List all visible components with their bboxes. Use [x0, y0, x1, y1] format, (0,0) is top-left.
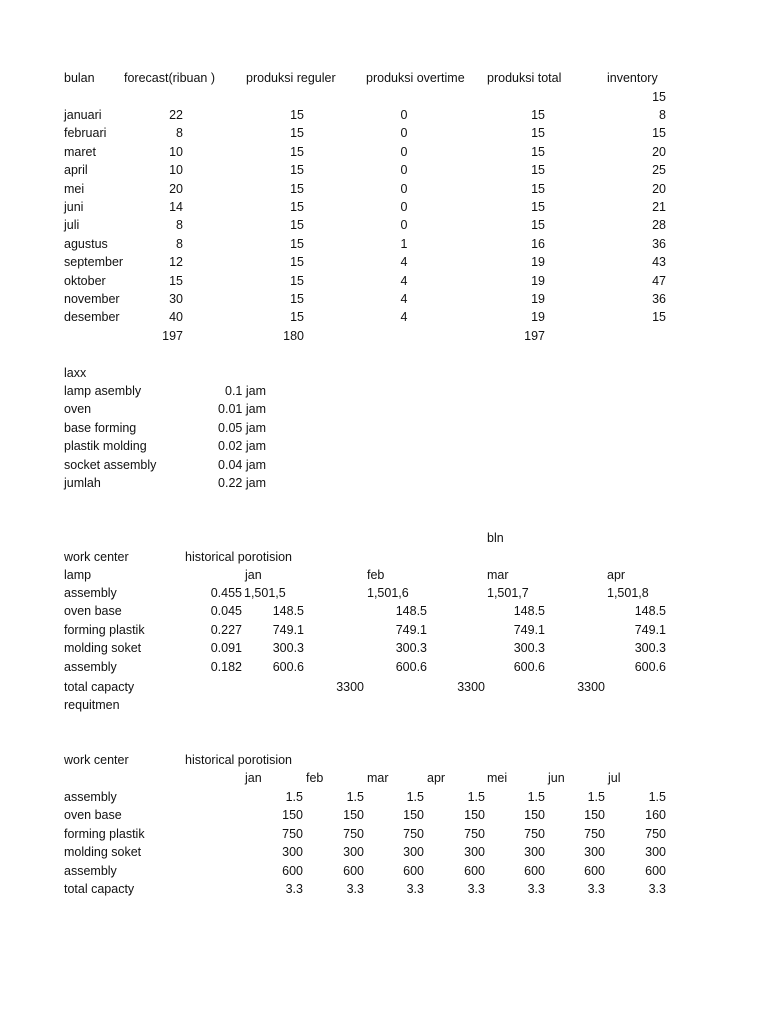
table-cell: 15 — [290, 163, 304, 178]
capacity-value: 3.3 — [648, 882, 666, 896]
month-header: jul — [608, 771, 621, 785]
month-header: jan — [245, 568, 262, 582]
column-header: produksi total — [487, 71, 562, 85]
column-header: forecast(ribuan ) — [124, 71, 216, 85]
work-center-row-label: assembly — [64, 863, 117, 878]
capacity-value: 3.3 — [346, 882, 364, 896]
capacity-value: 749.1 — [513, 622, 545, 637]
capacity-value: 600 — [584, 863, 605, 878]
laxx-value: 0.02 jam — [218, 439, 266, 454]
capacity-value: 600 — [645, 863, 666, 878]
capacity-value: 750 — [403, 826, 424, 841]
work-center-row-label: total capacty — [64, 882, 135, 896]
capacity-value: 150 — [403, 808, 424, 823]
table-cell: 15 — [290, 200, 304, 214]
table-cell: 15 — [169, 273, 183, 288]
section-title: laxx — [64, 366, 87, 380]
month-header: jun — [548, 771, 565, 785]
laxx-value: 0.04 jam — [218, 457, 266, 472]
historical-label: historical porotision — [185, 753, 292, 767]
capacity-value: 600.6 — [395, 659, 427, 674]
bln-label: bln — [487, 531, 504, 545]
table-cell: 15 — [290, 236, 304, 251]
month-header: feb — [306, 771, 324, 785]
table-cell: 15 — [531, 108, 545, 122]
month-label: agustus — [64, 236, 108, 251]
laxx-value: 0.1 jam — [225, 384, 266, 398]
table-cell: 0 — [400, 218, 408, 233]
column-header: inventory — [607, 71, 658, 85]
laxx-value: 0.05 jam — [218, 420, 266, 435]
month-label: januari — [64, 108, 102, 122]
proportion-value: 0.045 — [210, 604, 242, 619]
table-cell: 0 — [400, 200, 408, 214]
capacity-value: 150 — [584, 808, 605, 823]
capacity-value: 300 — [403, 845, 424, 860]
capacity-value: 300.3 — [272, 641, 304, 656]
laxx-value: 0.01 jam — [218, 402, 266, 417]
capacity-value: 750 — [343, 826, 364, 841]
table-cell: 15 — [290, 255, 304, 270]
capacity-value: 1.5 — [527, 790, 545, 804]
month-label: november — [64, 292, 120, 306]
work-center-row-label: assembly — [64, 790, 117, 804]
capacity-value: 300.3 — [513, 641, 545, 656]
table-cell: 21 — [652, 200, 666, 214]
table-cell: 19 — [531, 310, 545, 325]
month-label: juli — [64, 218, 80, 233]
capacity-value: 1.5 — [467, 790, 485, 804]
total-capacity-label: total capacty — [64, 680, 135, 694]
work-center-row-label: molding soket — [64, 641, 142, 656]
capacity-value: 300 — [343, 845, 364, 860]
table-cell: 15 — [290, 292, 304, 306]
capacity-value: 148.5 — [513, 604, 545, 619]
table-cell: 20 — [652, 181, 666, 196]
capacity-value: 300 — [645, 845, 666, 860]
table-cell: 16 — [531, 236, 545, 251]
column-header: produksi reguler — [246, 71, 336, 85]
capacity-value: 3.3 — [285, 882, 303, 896]
month-header: apr — [607, 568, 626, 582]
laxx-label: jumlah — [64, 476, 101, 490]
table-cell: 4 — [400, 310, 408, 325]
capacity-value: 1.5 — [285, 790, 303, 804]
capacity-value: 600 — [282, 863, 303, 878]
table-cell: 25 — [652, 163, 666, 178]
capacity-value: 1,501,6 — [367, 586, 409, 600]
table-cell: 30 — [169, 292, 183, 306]
capacity-value: 600.6 — [272, 659, 304, 674]
laxx-label: plastik molding — [64, 439, 147, 454]
proportion-value: 0.091 — [210, 641, 242, 656]
capacity-value: 3.3 — [467, 882, 485, 896]
table-cell: 19 — [531, 255, 545, 270]
table-cell: 15 — [652, 126, 666, 141]
table-cell: 15 — [290, 144, 304, 159]
table-cell: 20 — [169, 181, 183, 196]
total-produksi: 197 — [524, 329, 545, 343]
capacity-value: 600.6 — [513, 659, 545, 674]
month-header: apr — [427, 771, 446, 785]
proportion-value: 0.455 — [210, 586, 242, 600]
table-cell: 15 — [531, 126, 545, 141]
capacity-value: 749.1 — [395, 622, 427, 637]
capacity-value: 1,501,5 — [244, 586, 286, 600]
table-cell: 47 — [652, 273, 666, 288]
table-cell: 15 — [531, 181, 545, 196]
capacity-value: 150 — [282, 808, 303, 823]
table-cell: 8 — [176, 218, 183, 233]
table-cell: 8 — [176, 126, 183, 141]
capacity-value: 750 — [464, 826, 485, 841]
capacity-value: 750 — [645, 826, 666, 841]
capacity-value: 300 — [282, 845, 303, 860]
table-cell: 0 — [400, 126, 408, 141]
capacity-value: 1,501,8 — [607, 586, 649, 600]
table-cell: 14 — [169, 200, 183, 214]
month-header: mar — [367, 771, 389, 785]
capacity-value: 750 — [584, 826, 605, 841]
capacity-value: 600 — [403, 863, 424, 878]
total-reguler: 180 — [283, 329, 304, 343]
capacity-value: 300 — [584, 845, 605, 860]
table-cell: 15 — [290, 218, 304, 233]
capacity-value: 300.3 — [395, 641, 427, 656]
table-cell: 15 — [531, 200, 545, 214]
table-cell: 12 — [169, 255, 183, 270]
table-cell: 0 — [400, 144, 408, 159]
table-cell: 19 — [531, 273, 545, 288]
laxx-label: lamp asembly — [64, 384, 142, 398]
capacity-value: 600.6 — [634, 659, 666, 674]
capacity-value: 148.5 — [634, 604, 666, 619]
table-cell: 4 — [400, 255, 408, 270]
table-cell: 22 — [169, 108, 183, 122]
capacity-value: 1.5 — [587, 790, 605, 804]
capacity-value: 1.5 — [648, 790, 666, 804]
total-capacity-value: 3300 — [457, 680, 485, 694]
table-cell: 0 — [400, 181, 408, 196]
table-cell: 28 — [652, 218, 666, 233]
lamp-label: lamp — [64, 568, 92, 582]
month-label: maret — [64, 144, 96, 159]
column-header: bulan — [64, 71, 95, 85]
table-cell: 10 — [169, 163, 183, 178]
capacity-value: 1,501,7 — [487, 586, 529, 600]
proportion-value: 0.182 — [210, 659, 242, 674]
month-label: desember — [64, 310, 120, 325]
capacity-value: 160 — [645, 808, 666, 823]
work-center-label: work center — [64, 550, 129, 564]
table-cell: 43 — [652, 255, 666, 270]
table-cell: 15 — [290, 126, 304, 141]
month-label: september — [64, 255, 124, 270]
table-cell: 8 — [659, 108, 666, 122]
table-cell: 0 — [400, 163, 408, 178]
table-cell: 15 — [531, 218, 545, 233]
laxx-label: socket assembly — [64, 457, 157, 472]
capacity-value: 3.3 — [527, 882, 545, 896]
capacity-value: 148.5 — [272, 604, 304, 619]
capacity-value: 150 — [464, 808, 485, 823]
month-header: mar — [487, 568, 509, 582]
table-cell: 15 — [290, 310, 304, 325]
column-header: produksi overtime — [366, 71, 465, 85]
month-label: oktober — [64, 273, 106, 288]
total-capacity-value: 3300 — [336, 680, 364, 694]
capacity-value: 300 — [524, 845, 545, 860]
table-cell: 20 — [652, 144, 666, 159]
table-cell: 0 — [400, 108, 408, 122]
work-center-row-label: assembly — [64, 659, 117, 674]
table-cell: 8 — [176, 236, 183, 251]
capacity-value: 1.5 — [406, 790, 424, 804]
work-center-label: work center — [64, 753, 129, 767]
capacity-value: 300.3 — [634, 641, 666, 656]
total-capacity-value: 3300 — [577, 680, 605, 694]
month-header: jan — [245, 771, 262, 785]
capacity-value: 300 — [464, 845, 485, 860]
table-cell: 40 — [169, 310, 183, 325]
capacity-value: 750 — [524, 826, 545, 841]
table-cell: 15 — [652, 310, 666, 325]
capacity-value: 600 — [343, 863, 364, 878]
capacity-value: 749.1 — [272, 622, 304, 637]
capacity-value: 749.1 — [634, 622, 666, 637]
month-label: mei — [64, 181, 85, 196]
table-cell: 19 — [531, 292, 545, 306]
month-label: juni — [64, 200, 84, 214]
laxx-value: 0.22 jam — [218, 476, 266, 490]
table-cell: 15 — [290, 181, 304, 196]
work-center-row-label: assembly — [64, 586, 117, 600]
table-cell: 36 — [652, 236, 666, 251]
capacity-value: 750 — [282, 826, 303, 841]
table-cell: 15 — [290, 108, 304, 122]
capacity-value: 3.3 — [406, 882, 424, 896]
work-center-row-label: forming plastik — [64, 826, 145, 841]
capacity-value: 148.5 — [395, 604, 427, 619]
historical-label: historical porotision — [185, 550, 292, 564]
table-cell: 10 — [169, 144, 183, 159]
initial-inventory: 15 — [652, 90, 666, 104]
table-cell: 1 — [400, 236, 408, 251]
month-label: april — [64, 163, 88, 178]
table-cell: 15 — [531, 163, 545, 178]
month-header: feb — [367, 568, 385, 582]
laxx-label: oven — [64, 402, 92, 417]
table-cell: 4 — [400, 273, 408, 288]
table-cell: 15 — [290, 273, 304, 288]
work-center-row-label: oven base — [64, 808, 122, 823]
laxx-label: base forming — [64, 420, 137, 435]
capacity-value: 600 — [464, 863, 485, 878]
table-cell: 15 — [531, 144, 545, 159]
requirement-label: requitmen — [64, 698, 120, 712]
capacity-value: 600 — [524, 863, 545, 878]
proportion-value: 0.227 — [210, 622, 242, 637]
work-center-row-label: forming plastik — [64, 622, 145, 637]
capacity-value: 150 — [343, 808, 364, 823]
month-header: mei — [487, 771, 508, 785]
work-center-row-label: molding soket — [64, 845, 142, 860]
total-forecast: 197 — [162, 329, 183, 343]
capacity-value: 3.3 — [587, 882, 605, 896]
work-center-row-label: oven base — [64, 604, 122, 619]
table-cell: 4 — [400, 292, 408, 306]
month-label: februari — [64, 126, 107, 141]
table-cell: 36 — [652, 292, 666, 306]
capacity-value: 150 — [524, 808, 545, 823]
capacity-value: 1.5 — [346, 790, 364, 804]
